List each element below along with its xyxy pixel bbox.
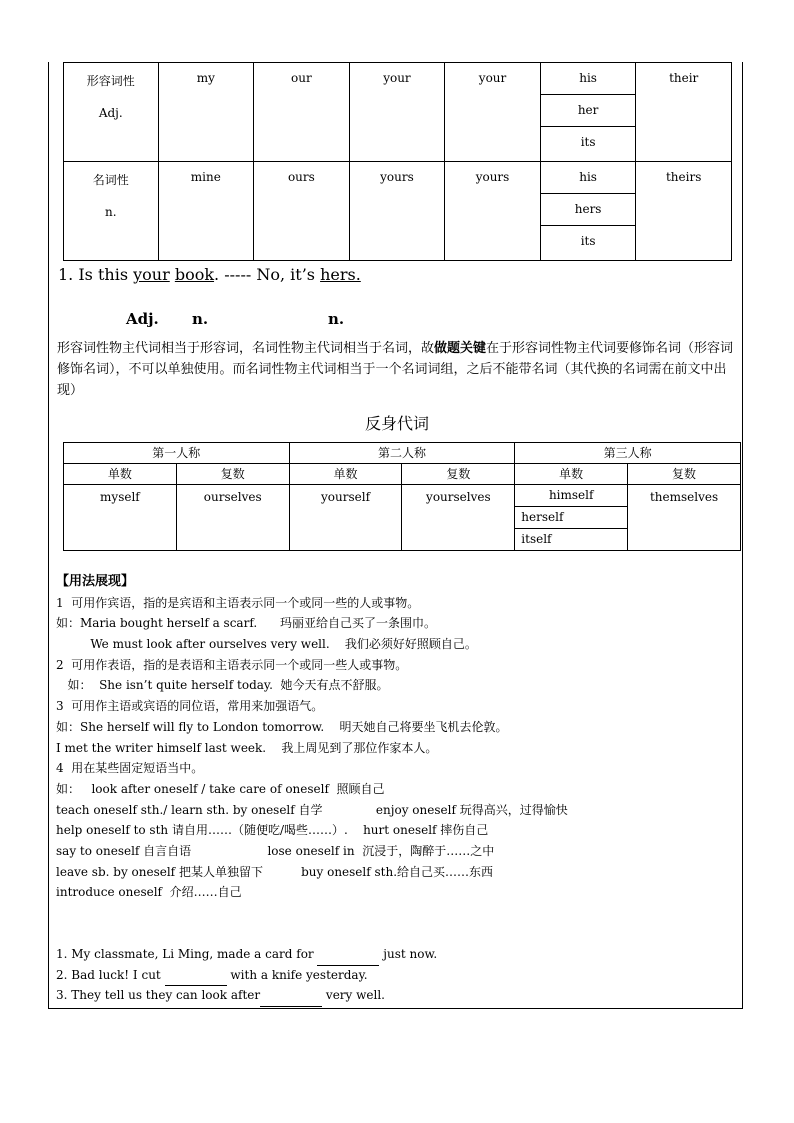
third-person-cell (540, 63, 636, 162)
header-cell: 复数 (176, 464, 289, 485)
table-cell: mine (158, 162, 254, 261)
table-cell: hers (541, 194, 636, 226)
table-cell: his (541, 162, 636, 194)
usage-line: We must look after ourselves very well. 我们必须好好照顾自己。 (56, 637, 477, 652)
exercise-line: 3. They tell us they can look after very well. (56, 985, 746, 1006)
underlined-word: hers. (320, 265, 361, 284)
example-sentence: 1. Is this your book. ----- No, it’s hers. (58, 265, 361, 284)
label-cn: 形容词性 (86, 74, 135, 88)
pos-label: Adj. (126, 310, 159, 328)
table-cell: her (541, 95, 636, 127)
reflexive-table (63, 442, 741, 551)
answer-blank[interactable] (317, 944, 379, 966)
header-cell: 第二人称 (289, 443, 515, 464)
spacer (56, 903, 746, 944)
usage-line: 如：Maria bought herself a scarf. 玛丽亚给自己买了一条围巾。 (56, 616, 437, 631)
label-cn: 名词性 (92, 173, 129, 187)
usage-line: 如：She herself will fly to London tomorrow. 明天她自己将要坐飞机去伦敦。 (56, 719, 508, 734)
table-cell: his (541, 63, 636, 95)
table-cell: herself (515, 507, 627, 529)
usage-heading: 【用法展现】 (56, 574, 135, 589)
table-row (64, 63, 732, 162)
table-cell: yours (349, 162, 445, 261)
table-cell: yourself (289, 485, 402, 551)
exercise-line: 1. My classmate, Li Ming, made a card for just now. (56, 944, 746, 965)
usage-line: 如： look after oneself / take care of oneself 照顾自己 (56, 781, 385, 796)
table-cell: our (254, 63, 350, 162)
table-cell: your (349, 63, 445, 162)
third-singular-cell (515, 485, 628, 551)
table-row (64, 443, 741, 464)
usage-line: help oneself to sth 请自用……（随便吃/喝些……）. hurt oneself 摔伤自己 (56, 823, 489, 838)
usage-section (56, 572, 746, 1006)
key-point: 做题关键 (434, 341, 487, 356)
header-cell: 单数 (64, 464, 177, 485)
pos-label: n. (328, 310, 345, 328)
usage-line: 1 可用作宾语，指的是宾语和主语表示同一个或同一些的人或事物。 (56, 595, 420, 610)
row-label (64, 162, 159, 261)
table-cell: your (445, 63, 541, 162)
explanation-paragraph: 形容词性物主代词相当于形容词，名词性物主代词相当于名词，故做题关键在于形容词性物主代词要修饰名词（形容词修饰名词），不可以单独使用。而名词性物主代词相当于一个名词词组，之后不能带名词（其代换的名词需在前文中出现） (57, 341, 734, 398)
table-row (64, 464, 741, 485)
table-cell: its (580, 135, 596, 149)
third-person-cell (540, 162, 636, 261)
usage-line: 2 可用作表语，指的是表语和主语表示同一个或同一些人或事物。 (56, 657, 408, 672)
table-cell: its (580, 234, 596, 248)
usage-line: teach oneself sth./ learn sth. by oneself 自学 enjoy oneself 玩得高兴，过得愉快 (56, 802, 568, 817)
header-cell: 单数 (289, 464, 402, 485)
table-cell: himself (515, 485, 627, 507)
usage-line: say to oneself 自言自语 lose oneself in 沉浸于，陶醉于……之中 (56, 843, 495, 858)
row-label (64, 63, 159, 162)
section-title: 反身代词 (364, 414, 429, 433)
underlined-word: your (133, 265, 170, 284)
answer-blank[interactable] (260, 985, 322, 1007)
table-cell: itself (521, 532, 552, 546)
exercise-line: 2. Bad luck! I cut with a knife yesterday. (56, 965, 746, 986)
table-cell: their (636, 63, 732, 162)
header-cell: 第三人称 (515, 443, 741, 464)
usage-line: I met the writer himself last week. 我上周见到了那位作家本人。 (56, 740, 438, 755)
usage-line: 如： She isn’t quite herself today. 她今天有点不舒服。 (56, 678, 389, 693)
possessive-table (63, 62, 732, 261)
table-cell: my (158, 63, 254, 162)
header-cell: 复数 (628, 464, 741, 485)
table-cell: themselves (628, 485, 741, 551)
table-cell: yours (445, 162, 541, 261)
usage-line: introduce oneself 介绍……自己 (56, 885, 242, 900)
label-en: n. (104, 205, 117, 219)
table-row (64, 485, 741, 551)
underlined-word: book (174, 265, 215, 284)
header-cell: 复数 (402, 464, 515, 485)
header-cell: 第一人称 (64, 443, 290, 464)
pos-label: n. (192, 310, 209, 328)
table-cell: theirs (636, 162, 732, 261)
table-cell: ours (254, 162, 350, 261)
table-cell: ourselves (176, 485, 289, 551)
label-en: Adj. (98, 106, 123, 120)
usage-line: 3 可用作主语或宾语的同位语，常用来加强语气。 (56, 699, 324, 714)
usage-line: leave sb. by oneself 把某人单独留下 buy oneself sth.给自己买……东西 (56, 864, 494, 879)
table-cell: myself (64, 485, 177, 551)
usage-line: 4 用在某些固定短语当中。 (56, 761, 204, 776)
answer-blank[interactable] (165, 965, 227, 987)
header-cell: 单数 (515, 464, 628, 485)
table-cell: yourselves (402, 485, 515, 551)
table-row (64, 162, 732, 261)
